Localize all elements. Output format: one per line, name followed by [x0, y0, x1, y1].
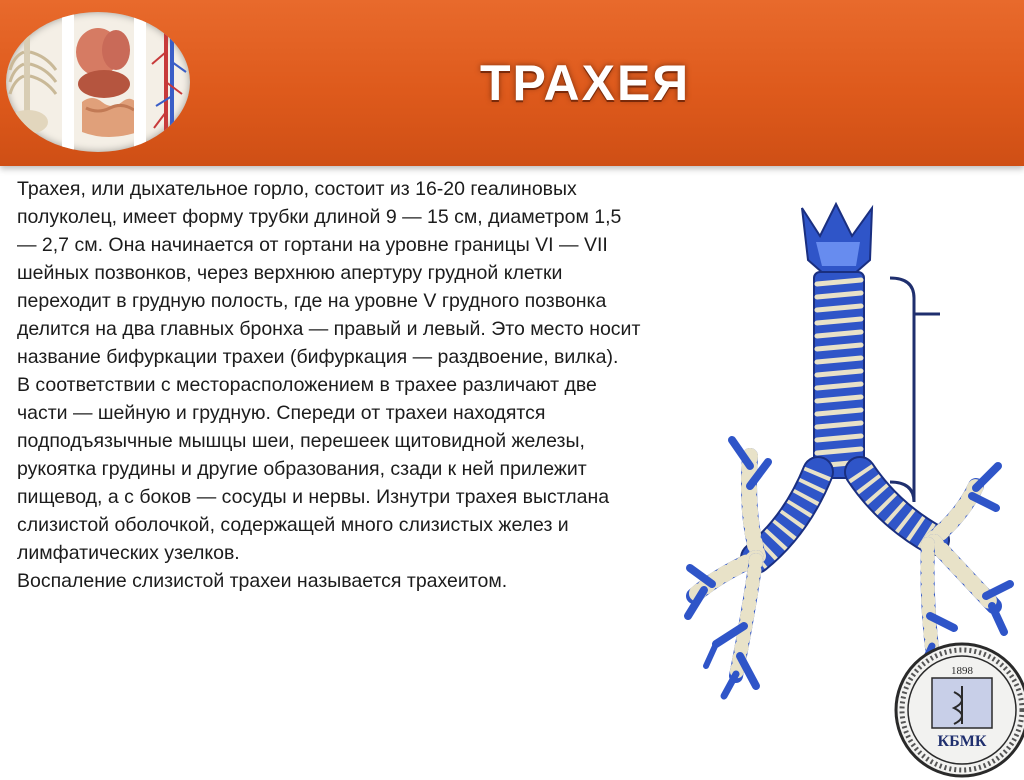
slide-body — [17, 175, 642, 595]
seal-year: 1898 — [951, 665, 973, 677]
bracket-mark — [890, 278, 914, 502]
slide-header — [0, 0, 1024, 166]
cartilage-rings — [817, 280, 861, 466]
left-bronchial-tree — [688, 440, 768, 696]
anatomy-thumbnail — [6, 12, 190, 152]
paragraph-tracheitis: Воспаление слизистой трахеи называется трахеитом. — [17, 570, 508, 592]
paragraph-parts: В соответствии с месторасположением в трахее различают две части — шейную и грудную. Спереди от трахеи находятся подподъязычные мышцы шеи, перешеек щитовидной железы, рукоятка грудины и другие образования, сзади к ней прилежит пищевод, а с боков — сосуды и нервы. Изнутри трахея выстлана слизистой оболочкой, содержащей много слизистых желез и лимфатических узелков. — [17, 374, 610, 564]
paragraph-intro: Трахея, или дыхательное горло, состоит из 16-20 геалиновых полуколец, имеет форму трубки длиной 9 — 15 см, диаметром 1,5 — 2,7 см. Она начинается от гортани на уровне границы VI — VII шейных позвонков, через верхнюю апертуру грудной клетки переходит в грудную полость, где на уровне V грудного позвонка делится на два главных бронха — правый и левый. Это место носит название бифуркации трахеи (бифуркация — раздвоение, вилка). — [17, 178, 641, 368]
college-seal — [892, 640, 1024, 780]
slide-title: ТРАХЕЯ — [480, 55, 691, 111]
anatomy-illustration — [6, 12, 190, 152]
seal-abbr: КБМК — [937, 733, 987, 750]
